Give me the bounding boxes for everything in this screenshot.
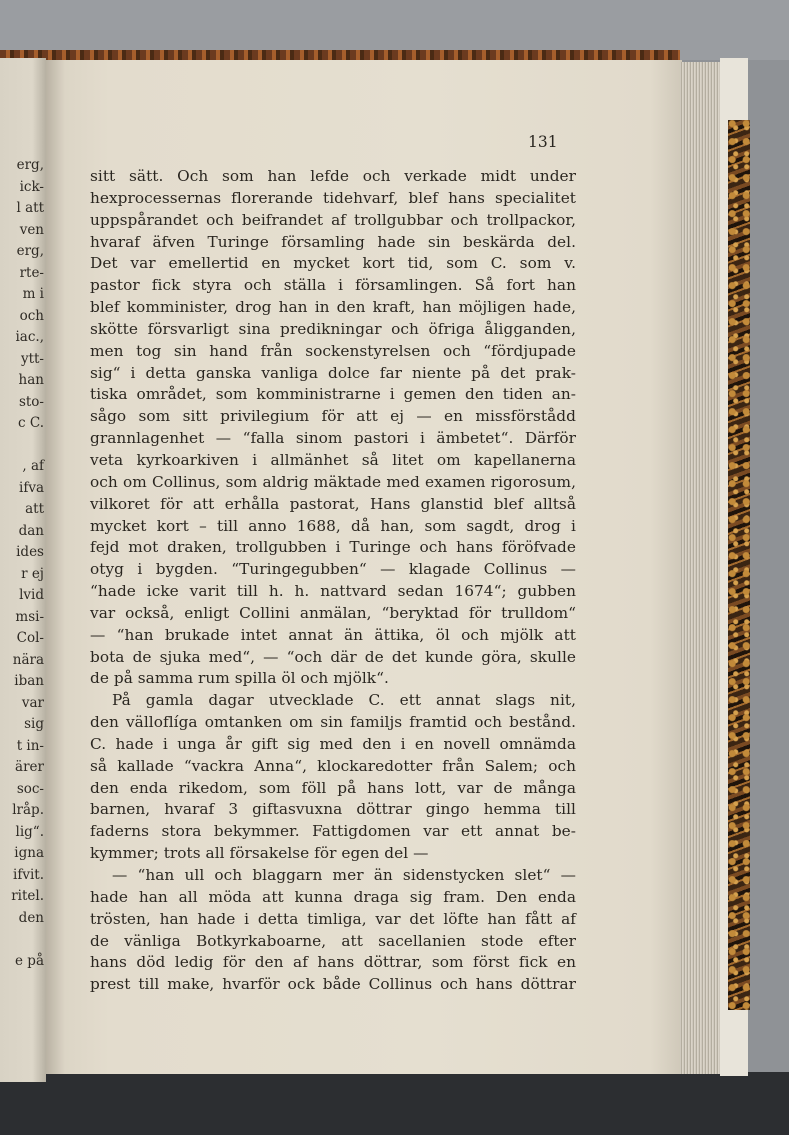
- text-line: den välloflíga omtanken om sin familjs framtid och bestånd.: [90, 713, 576, 732]
- text-line: C. hade i unga år gift sig med den i en novell omnämda: [90, 734, 576, 753]
- text-line: trösten, han hade i detta timliga, var det löfte han fått af: [90, 909, 576, 928]
- text-line: men tog sin hand från sockenstyrelsen och “fördjupade: [90, 341, 576, 360]
- text-line: veta kyrkoarkiven i allmänhet så litet om kapellanerna: [90, 450, 576, 469]
- text-line: skötte försvarligt sina predikningar och öfriga åligganden,: [90, 319, 576, 338]
- left-page-fragment: ides: [16, 544, 44, 560]
- text-line: vilkoret för att erhålla pastorat, Hans glanstid blef alltså: [90, 494, 576, 513]
- text-line: — “han ull och blaggarn mer än sidenstycken slet“ —: [112, 866, 576, 884]
- left-page-fragment: erg,: [16, 157, 44, 173]
- text-line: den enda rikedom, som föll på hans lott, var de många: [90, 778, 576, 797]
- text-line: så kallade “vackra Anna“, klockaredotter från Salem; och: [90, 756, 576, 775]
- text-line: På gamla dagar utvecklade C. ett annat slags nit,: [112, 691, 576, 710]
- left-page-fragment: ick-: [19, 178, 44, 195]
- left-page-fragment: lvid: [19, 587, 44, 603]
- text-line: uppspårandet och beifrandet af trollgubbar och trollpackor,: [90, 210, 576, 229]
- page-number: 131: [528, 133, 558, 151]
- text-line: faderns stora bekymmer. Fattigdomen var ett annat be-: [90, 822, 576, 841]
- left-page-fragment: , af: [22, 458, 44, 474]
- left-page-fragment: och: [19, 307, 44, 324]
- left-page-fragment: igna: [14, 845, 44, 861]
- background-bottom: [0, 1072, 789, 1135]
- left-page-fragment: e på: [15, 952, 44, 969]
- left-page-fragment: rte-: [19, 264, 44, 281]
- text-line: sig“ i detta ganska vanliga dolce far niente på det prak-: [90, 363, 576, 382]
- left-page-fragment: lig“.: [15, 823, 44, 840]
- text-line: hade han all möda att kunna draga sig fram. Den enda: [90, 887, 576, 906]
- left-page-fragment: ritel.: [11, 888, 44, 904]
- left-page-fragment: iac.,: [15, 329, 44, 345]
- text-line: de på samma rum spilla öl och mjölk“.: [90, 669, 389, 688]
- left-page-fragment: msi-: [15, 608, 44, 625]
- text-line: pastor fick styra och ställa i församlingen. Så fort han: [90, 276, 576, 295]
- left-page-fragment: ven: [19, 221, 44, 238]
- marbled-cover-pattern: [728, 120, 750, 1010]
- text-line: hans död ledig för den af hans döttrar, som först fick en: [90, 953, 576, 972]
- left-page-fragment: sto-: [18, 393, 44, 410]
- text-line: var också, enligt Collini anmälan, “beryktad för trulldom“: [90, 603, 576, 622]
- text-line: prest till make, hvarför ock både Collinus och hans döttrar: [90, 975, 576, 994]
- text-line: — “han brukade intet annat än ättika, öl och mjölk att: [90, 625, 576, 644]
- page-stack-edges: [680, 62, 720, 1074]
- text-line: otyg i bygden. “Turingegubben“ — klagade Collinus —: [90, 560, 576, 579]
- text-line: blef komminister, drog han in den kraft, han möjligen hade,: [90, 298, 576, 317]
- left-page-fragment: att: [25, 501, 44, 517]
- page-text-body: [90, 166, 576, 996]
- left-page-fragment: t in-: [16, 737, 44, 754]
- left-page-edge: [0, 58, 46, 1082]
- text-line: tiska området, som komministrarne i gemen den tiden an-: [90, 385, 576, 404]
- left-page-fragment: den: [18, 909, 44, 926]
- text-line: Det var emellertid en mycket kort tid, som C. som v.: [90, 254, 576, 273]
- left-page-fragment: han: [18, 372, 44, 388]
- text-line: hexprocessernas florerande tidehvarf, blef hans specialitet: [90, 188, 576, 207]
- text-line: fejd mot draken, trollgubben i Turinge och hans föröfvade: [90, 538, 576, 557]
- left-page-fragment: Col-: [16, 630, 44, 646]
- left-page-fragment: ifva: [19, 479, 44, 496]
- left-page-fragment: ytt-: [20, 350, 44, 367]
- left-page-fragment: m i: [22, 286, 44, 302]
- left-page-fragment: soc-: [16, 780, 44, 797]
- left-page-fragment: sig: [24, 716, 44, 732]
- text-line: sågo som sitt privilegium för att ej — en missförstådd: [90, 407, 576, 426]
- left-page-fragment: lråp.: [12, 802, 44, 818]
- left-page-fragment: r ej: [21, 565, 44, 582]
- left-page-fragment: c C.: [18, 415, 44, 431]
- text-line: hvaraf äfven Turinge församling hade sin beskärda del.: [90, 232, 576, 251]
- text-line: barnen, hvaraf 3 giftasvuxna döttrar gingo hemma till: [90, 800, 576, 819]
- text-line: de vänliga Botkyrkaboarne, att sacellanien stode efter: [90, 931, 576, 950]
- text-line: bota de sjuka med“, — “och där de det kunde göra, skulle: [90, 647, 576, 666]
- text-line: “hade icke varit till h. h. nattvard sedan 1674“; gubben: [90, 582, 576, 601]
- left-page-fragment: l att: [16, 200, 44, 216]
- left-page-fragment: iban: [14, 673, 44, 689]
- left-page-fragment: nära: [12, 651, 44, 668]
- left-page-fragment: var: [21, 694, 44, 711]
- left-page-fragment: ärer: [15, 759, 44, 775]
- text-line: mycket kort – till anno 1688, då han, som sagdt, drog i: [90, 516, 576, 535]
- text-line: grannlagenhet — “falla sinom pastori i ämbetet“. Därför: [90, 429, 576, 448]
- left-page-fragment: erg,: [16, 243, 44, 259]
- left-page-fragment: dan: [18, 522, 44, 539]
- text-line: sitt sätt. Och som han lefde och verkade midt under: [90, 167, 576, 185]
- text-line: och om Collinus, som aldrig mäktade med examen rigorosum,: [90, 472, 576, 491]
- left-page-fragment: ifvit.: [13, 866, 44, 883]
- text-line: kymmer; trots all försakelse för egen del —: [90, 844, 429, 863]
